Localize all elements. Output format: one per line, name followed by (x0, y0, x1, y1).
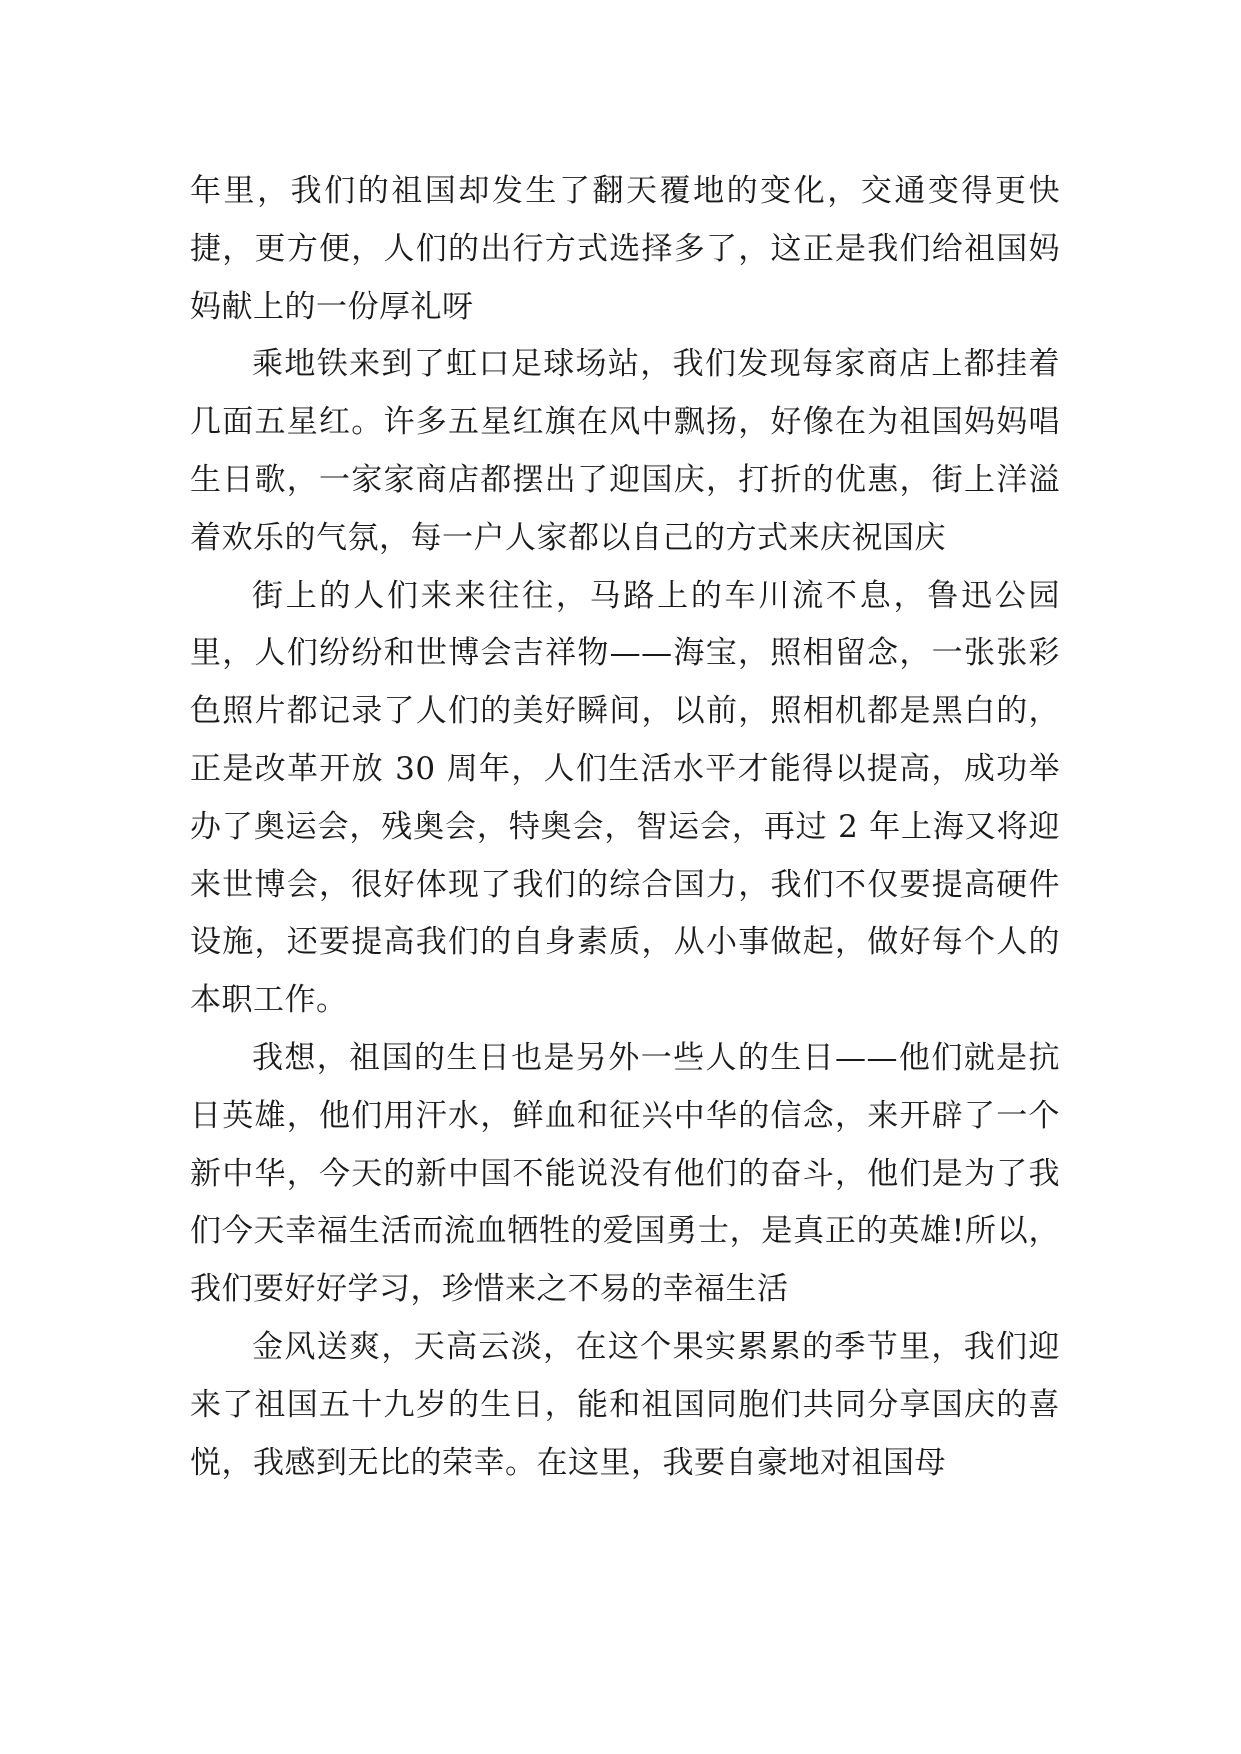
paragraph-5: 金风送爽，天高云淡，在这个果实累累的季节里，我们迎来了祖国五十九岁的生日，能和祖国同胞们共同分享国庆的喜悦，我感到无比的荣幸。在这里，我要自豪地对祖国母 (190, 1328, 1060, 1481)
paragraph-4: 我想，祖国的生日也是另外一些人的生日——他们就是抗日英雄，他们用汗水，鲜血和征兴中华的信念，来开辟了一个新中华，今天的新中国不能说没有他们的奋斗，他们是为了我们今天幸福生活而流血牺牲的爱国勇士，是真正的英雄!所以，我们要好好学习，珍惜来之不易的幸福生活 (190, 1039, 1060, 1308)
paragraph-3: 街上的人们来来往往，马路上的车川流不息，鲁迅公园里，人们纷纷和世博会吉祥物——海宝，照相留念，一张张彩色照片都记录了人们的美好瞬间，以前，照相机都是黑白的，正是改革开放 30 周年，人们生活水平才能得以提高，成功举办了奥运会，残奥会，特奥会，智运会，再过 2 年上海又将迎来世博会，很好体现了我们的综合国力，我们不仅要提高硬件设施，还要提高我们的自身素质，从小事做起，做好每个人的本职工作。 (190, 577, 1060, 1019)
document-body (190, 163, 1060, 1492)
paragraph-1: 年里，我们的祖国却发生了翻天覆地的变化，交通变得更快捷，更方便，人们的出行方式选择多了，这正是我们给祖国妈妈献上的一份厚礼呀 (190, 173, 1060, 325)
paragraph-2: 乘地铁来到了虹口足球场站，我们发现每家商店上都挂着几面五星红。许多五星红旗在风中飘扬，好像在为祖国妈妈唱生日歌，一家家商店都摆出了迎国庆，打折的优惠，街上洋溢着欢乐的气氛，每一户人家都以自己的方式来庆祝国庆 (190, 346, 1060, 556)
